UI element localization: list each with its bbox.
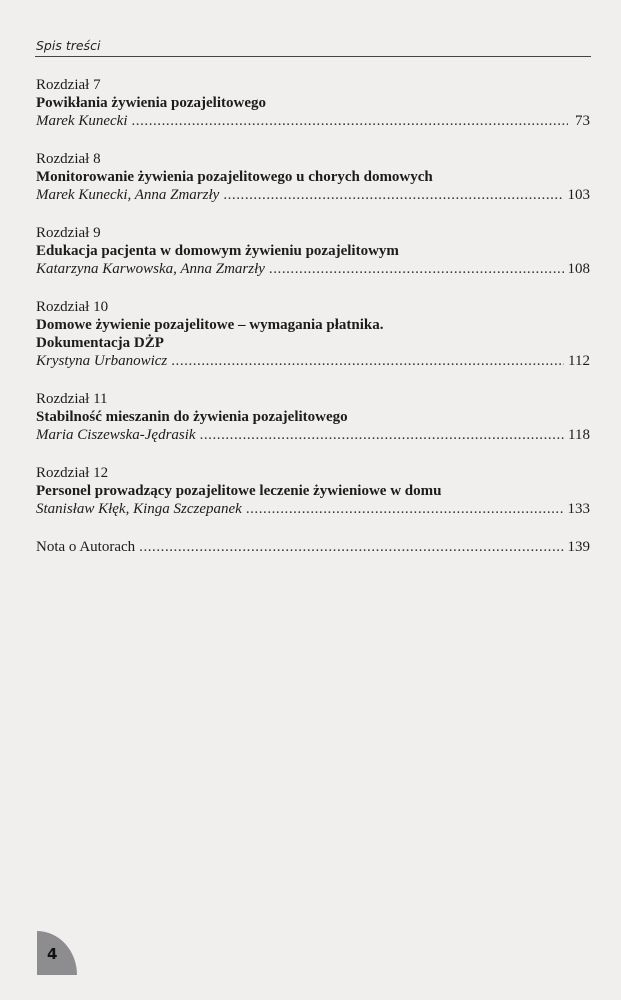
chapter-title: Personel prowadzący pozajelitowe leczenie żywieniowe w domu <box>36 483 442 499</box>
author-row <box>36 112 590 130</box>
running-header: Spis treści <box>36 38 101 53</box>
chapter-author: Maria Ciszewska-Jędrasik <box>36 427 196 443</box>
chapter-author: Katarzyna Karwowska, Anna Zmarzły <box>36 261 265 277</box>
chapter-author: Krystyna Urbanowicz <box>36 353 168 369</box>
author-row <box>36 500 590 518</box>
toc-entry-chapter-11[interactable] <box>36 390 590 444</box>
chapter-label: Rozdział 11 <box>36 391 108 407</box>
author-row <box>36 352 590 370</box>
dot-leader <box>171 352 564 370</box>
author-row <box>36 260 590 278</box>
nota-row <box>36 538 590 556</box>
chapter-author: Stanisław Kłęk, Kinga Szczepanek <box>36 501 242 517</box>
chapter-label: Rozdział 8 <box>36 151 101 167</box>
chapter-title: Domowe żywienie pozajelitowe – wymagania płatnika. <box>36 317 384 333</box>
dot-leader <box>200 426 564 444</box>
chapter-title-continued: Dokumentacja DŻP <box>36 335 164 351</box>
chapter-title: Monitorowanie żywienia pozajelitowego u chorych domowych <box>36 169 433 185</box>
page-reference: 139 <box>567 539 590 555</box>
chapter-label: Rozdział 10 <box>36 299 109 315</box>
dot-leader <box>246 500 564 518</box>
page-reference: 118 <box>568 427 590 443</box>
chapter-author: Marek Kunecki, Anna Zmarzły <box>36 187 220 203</box>
toc-entry-nota[interactable] <box>36 538 590 556</box>
chapter-label: Rozdział 7 <box>36 77 101 93</box>
dot-leader <box>269 260 564 278</box>
dot-leader <box>223 186 563 204</box>
chapter-title: Edukacja pacjenta w domowym żywieniu pozajelitowym <box>36 243 399 259</box>
table-of-contents <box>36 76 590 576</box>
toc-entry-chapter-12[interactable] <box>36 464 590 518</box>
chapter-label: Rozdział 9 <box>36 225 101 241</box>
chapter-label: Rozdział 12 <box>36 465 109 481</box>
page-reference: 103 <box>567 187 590 203</box>
toc-entry-chapter-8[interactable] <box>36 150 590 204</box>
author-row <box>36 426 590 444</box>
author-row <box>36 186 590 204</box>
dot-leader <box>132 112 569 130</box>
page-reference: 73 <box>575 113 590 129</box>
toc-entry-chapter-9[interactable] <box>36 224 590 278</box>
page-reference: 133 <box>567 501 590 517</box>
toc-entry-chapter-7[interactable] <box>36 76 590 130</box>
chapter-author: Marek Kunecki <box>36 113 128 129</box>
page-reference: 108 <box>567 261 590 277</box>
page-number: 4 <box>47 945 58 963</box>
dot-leader <box>139 538 563 556</box>
page-reference: 112 <box>568 353 590 369</box>
header-rule <box>35 56 591 57</box>
chapter-title: Stabilność mieszanin do żywienia pozajelitowego <box>36 409 348 425</box>
chapter-title: Powikłania żywienia pozajelitowego <box>36 95 266 111</box>
toc-entry-chapter-10[interactable] <box>36 298 590 370</box>
nota-label: Nota o Autorach <box>36 539 136 555</box>
